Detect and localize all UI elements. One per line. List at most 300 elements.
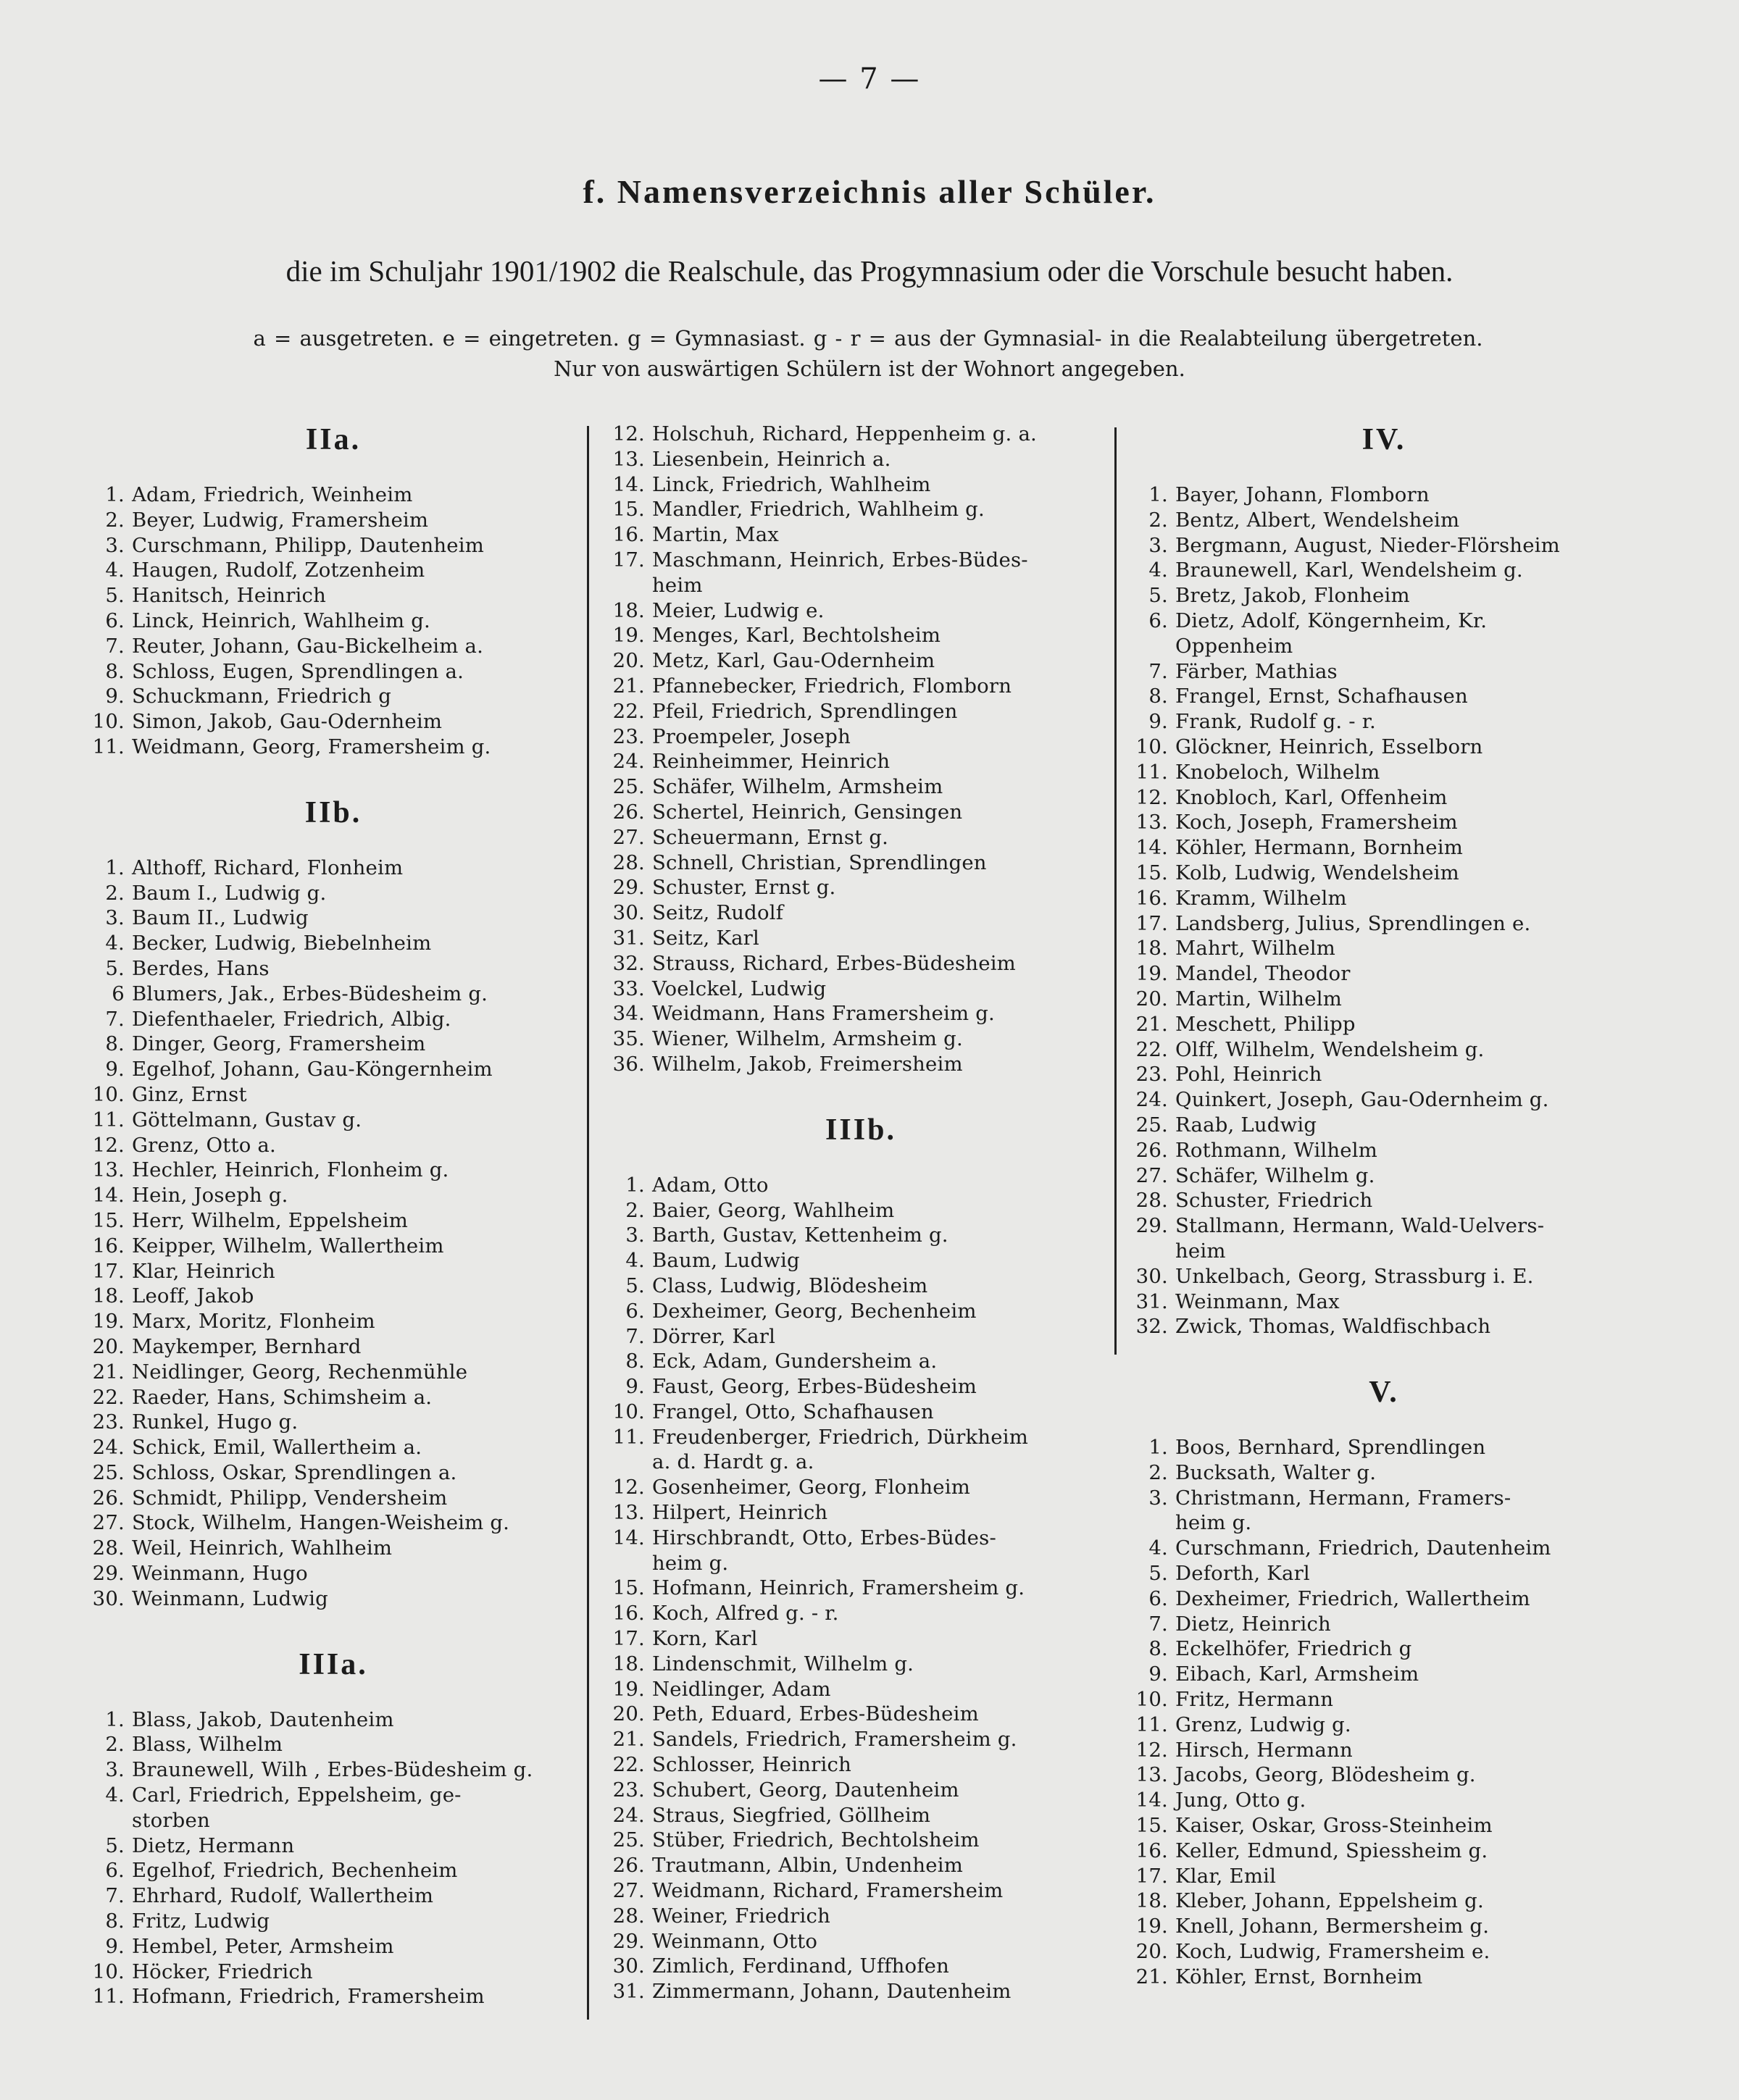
student-name-residence: Egelhof, Johann, Gau-Köngernheim: [132, 1058, 493, 1082]
entry-number: 13.: [1135, 811, 1168, 834]
entry-number: 25.: [92, 1460, 125, 1484]
student-name-residence: Schuster, Friedrich: [1175, 1189, 1373, 1213]
student-name-residence: Schmidt, Philipp, Vendersheim: [132, 1486, 448, 1510]
entry-number: 15.: [1135, 1814, 1168, 1838]
student-name-residence: Egelhof, Friedrich, Bechenheim: [132, 1859, 458, 1883]
entry-number: 30.: [1135, 1264, 1168, 1288]
entry-number: 9.: [105, 685, 125, 708]
student-name-residence: Frangel, Otto, Schafhausen: [652, 1400, 934, 1423]
student-entry: [607, 1954, 1114, 1979]
student-entry: [1130, 1113, 1638, 1138]
student-entry: [607, 1026, 1114, 1052]
section-heading-IIb: IIb.: [304, 795, 362, 829]
student-entry: [1130, 1838, 1638, 1864]
student-name-residence: Baum II., Ludwig: [132, 906, 309, 930]
student-entry: [87, 1334, 580, 1360]
page-subtitle: die im Schuljahr 1901/1902 die Realschule, das Progymnasium oder die Vorschule besucht haben.: [285, 254, 1454, 288]
student-name-residence: Blumers, Jak., Erbes-Büdesheim g.: [132, 982, 488, 1005]
student-entry: [1130, 1460, 1638, 1486]
student-name-residence: Pfannebecker, Friedrich, Flomborn: [652, 674, 1012, 698]
student-entry: [1130, 659, 1638, 685]
student-entry: [87, 1032, 580, 1057]
student-entry: [87, 659, 580, 685]
student-entry: [87, 482, 580, 508]
student-entry: [607, 1929, 1114, 1954]
student-entry: [607, 1752, 1114, 1778]
column-divider: [587, 426, 589, 2020]
student-entry: [607, 1878, 1114, 1904]
student-name-residence: Reuter, Johann, Gau-Bickelheim a.: [132, 634, 484, 658]
entry-number: 16.: [612, 523, 645, 547]
student-name-residence: Jacobs, Georg, Blödesheim g.: [1175, 1763, 1476, 1787]
student-entry: [607, 1198, 1114, 1223]
entry-number: 25.: [1135, 1113, 1168, 1137]
student-entry: [607, 1299, 1114, 1324]
entry-number: 2.: [105, 881, 125, 905]
entry-number: 22.: [612, 1753, 645, 1777]
entry-number: 19.: [612, 624, 645, 648]
entry-number: 18.: [612, 1652, 645, 1676]
student-name-residence: Freudenberger, Friedrich, Dürkheim: [652, 1425, 1028, 1449]
student-list-IIIb: [607, 1173, 1114, 2004]
student-entry: [607, 1500, 1114, 1526]
student-entry: [1130, 1314, 1638, 1339]
student-entry: [87, 1934, 580, 1959]
student-name-residence: Strauss, Richard, Erbes-Büdesheim: [652, 951, 1016, 975]
student-entry: [87, 931, 580, 956]
student-name-residence: Knell, Johann, Bermersheim g.: [1175, 1915, 1490, 1938]
student-name-residence: Raeder, Hans, Schimsheim a.: [132, 1385, 433, 1409]
student-entry: [1130, 961, 1638, 987]
student-entry: [607, 1979, 1114, 2004]
student-entry: [87, 709, 580, 735]
student-entry: [607, 875, 1114, 900]
student-name-residence: Linck, Heinrich, Wahlheim g.: [132, 608, 430, 632]
student-entry: [607, 1828, 1114, 1853]
student-entry: [607, 1526, 1114, 1551]
student-name-residence: Leoff, Jakob: [132, 1284, 254, 1308]
student-name-residence: Kaiser, Oskar, Gross-Steinheim: [1175, 1814, 1493, 1838]
student-entry-continuation: [1130, 1510, 1638, 1536]
student-entry: [607, 800, 1114, 825]
page-number: — 7 —: [818, 62, 921, 96]
entry-number: 25.: [612, 775, 645, 799]
student-name-residence: Pohl, Heinrich: [1175, 1063, 1322, 1087]
student-name-residence: Faust, Georg, Erbes-Büdesheim: [652, 1375, 977, 1399]
student-list-IIa: [87, 482, 580, 760]
student-entry: [1130, 936, 1638, 961]
student-name-residence: Herr, Wilhelm, Eppelsheim: [132, 1208, 409, 1232]
student-name-residence: Bucksath, Walter g.: [1175, 1460, 1377, 1484]
entry-number: 6.: [625, 1299, 645, 1323]
entry-number: 1.: [1148, 483, 1168, 506]
student-name-residence: Koch, Ludwig, Framersheim e.: [1175, 1940, 1490, 1964]
entry-number: 15.: [92, 1208, 125, 1232]
entry-number: 11.: [1135, 1712, 1168, 1736]
student-entry: [87, 684, 580, 709]
entry-number: 3.: [105, 1758, 125, 1782]
student-entry: [1130, 1163, 1638, 1189]
entry-number: 28.: [612, 1904, 645, 1928]
student-name-residence: Weidmann, Richard, Framersheim: [652, 1879, 1004, 1903]
student-entry: [607, 1677, 1114, 1702]
student-entry: [607, 1778, 1114, 1803]
student-name-residence: Wilhelm, Jakob, Freimersheim: [652, 1052, 963, 1076]
student-name-residence: heim g.: [652, 1551, 729, 1575]
entry-number: 11.: [92, 1985, 125, 2009]
student-name-residence: Zimlich, Ferdinand, Uffhofen: [652, 1954, 950, 1978]
student-entry: [607, 900, 1114, 926]
student-entry: [607, 1052, 1114, 1077]
entry-number: 3.: [1148, 1486, 1168, 1510]
entry-number: 7.: [1148, 1612, 1168, 1636]
student-entry: [607, 1626, 1114, 1652]
entry-number: 4.: [105, 932, 125, 955]
student-name-residence: Frank, Rudolf g. - r.: [1175, 710, 1376, 734]
entry-number: 25.: [612, 1828, 645, 1852]
entry-number: 2.: [105, 508, 125, 532]
student-entry: [607, 1374, 1114, 1400]
entry-number: 4.: [1148, 559, 1168, 582]
entry-number: 13.: [92, 1158, 125, 1182]
student-name-residence: Neidlinger, Adam: [652, 1677, 831, 1701]
student-name-residence: Blass, Jakob, Dautenheim: [132, 1707, 394, 1731]
student-name-residence: Schubert, Georg, Dautenheim: [652, 1778, 959, 1802]
student-name-residence: Weinmann, Hugo: [132, 1562, 308, 1586]
student-entry: [87, 508, 580, 533]
entry-number: 9.: [105, 1058, 125, 1082]
student-entry: [607, 1601, 1114, 1626]
student-entry: [1130, 1813, 1638, 1838]
student-entry: [1130, 508, 1638, 533]
student-entry: [607, 774, 1114, 800]
student-entry: [607, 1173, 1114, 1198]
entry-number: 6: [112, 982, 125, 1005]
student-entry: [1130, 1586, 1638, 1612]
entry-number: 21.: [1135, 1012, 1168, 1036]
student-entry: [87, 1783, 580, 1808]
student-name-residence: Proempeler, Joseph: [652, 724, 851, 748]
student-name-residence: Gosenheimer, Georg, Flonheim: [652, 1476, 970, 1499]
student-entry: [1130, 835, 1638, 861]
student-name-residence: Braunewell, Karl, Wendelsheim g.: [1175, 559, 1523, 582]
student-name-residence: Carl, Friedrich, Eppelsheim, ge-: [132, 1783, 462, 1807]
student-name-residence: Köhler, Ernst, Bornheim: [1175, 1965, 1423, 1988]
student-entry: [87, 1057, 580, 1082]
student-entry: [607, 1273, 1114, 1299]
entry-number: 19.: [612, 1677, 645, 1701]
student-name-residence: Stallmann, Hermann, Wald-Uelvers-: [1175, 1214, 1545, 1238]
student-entry: [607, 699, 1114, 724]
entry-number: 27.: [612, 1879, 645, 1903]
student-name-residence: Kleber, Johann, Eppelsheim g.: [1175, 1889, 1484, 1913]
student-name-residence: Seitz, Rudolf: [652, 901, 784, 925]
student-entry: [87, 1435, 580, 1460]
entry-number: 7.: [105, 1884, 125, 1908]
entry-number: 24.: [612, 750, 645, 774]
entry-number: 31.: [612, 926, 645, 950]
student-entry: [1130, 1486, 1638, 1511]
student-entry: [1130, 1612, 1638, 1637]
entry-number: 21.: [92, 1360, 125, 1384]
student-name-residence: Reinheimmer, Heinrich: [652, 750, 891, 774]
entry-number: 1.: [105, 1707, 125, 1731]
entry-number: 21.: [1135, 1965, 1168, 1988]
entry-number: 1.: [105, 483, 125, 506]
student-entry: [607, 1400, 1114, 1425]
entry-number: 16.: [92, 1234, 125, 1258]
student-entry: [1130, 760, 1638, 785]
entry-number: 15.: [612, 498, 645, 522]
student-entry: [1130, 1138, 1638, 1163]
student-entry: [607, 648, 1114, 674]
student-name-residence: Sandels, Friedrich, Framersheim g.: [652, 1728, 1017, 1752]
student-entry: [1130, 1037, 1638, 1063]
student-entry: [607, 951, 1114, 976]
entry-number: 9.: [105, 1934, 125, 1958]
student-entry: [87, 1360, 580, 1385]
student-entry: [87, 1883, 580, 1909]
student-name-residence: Grenz, Ludwig g.: [1175, 1712, 1351, 1736]
student-name-residence: Raab, Ludwig: [1175, 1113, 1317, 1137]
student-name-residence: Zwick, Thomas, Waldfischbach: [1175, 1315, 1491, 1339]
student-entry: [87, 1486, 580, 1511]
entry-number: 17.: [1135, 911, 1168, 935]
student-name-residence: Dexheimer, Friedrich, Wallertheim: [1175, 1586, 1530, 1610]
section-heading-IIIb: IIIb.: [825, 1113, 896, 1147]
student-entry: [1130, 1087, 1638, 1113]
column-3: [1130, 422, 1638, 1990]
entry-number: 32.: [1135, 1315, 1168, 1339]
column-1: [87, 422, 580, 2009]
entry-number: 11.: [612, 1425, 645, 1449]
entry-number: 4.: [1148, 1536, 1168, 1560]
student-name-residence: Blass, Wilhelm: [132, 1733, 283, 1757]
student-name-residence: Quinkert, Joseph, Gau-Odernheim g.: [1175, 1088, 1549, 1112]
student-entry: [1130, 1687, 1638, 1712]
student-entry: [87, 533, 580, 559]
student-name-residence: Knobeloch, Wilhelm: [1175, 760, 1380, 784]
section-heading-IIa: IIa.: [305, 423, 362, 456]
entry-number: 26.: [612, 800, 645, 824]
student-name-residence: Eck, Adam, Gundersheim a.: [652, 1350, 938, 1373]
student-entry: [87, 1309, 580, 1334]
student-entry: [87, 1082, 580, 1108]
student-entry: [87, 735, 580, 760]
student-entry: [607, 1425, 1114, 1450]
student-name-residence: heim: [652, 573, 703, 597]
student-name-residence: Hirsch, Hermann: [1175, 1738, 1353, 1762]
student-name-residence: Meier, Ludwig e.: [652, 598, 825, 622]
entry-number: 4.: [625, 1249, 645, 1273]
entry-number: 27.: [92, 1511, 125, 1535]
student-entry: [1130, 1965, 1638, 1990]
student-name-residence: Göttelmann, Gustav g.: [132, 1108, 362, 1131]
student-name-residence: Diefenthaeler, Friedrich, Albig.: [132, 1007, 451, 1031]
entry-number: 5.: [1148, 584, 1168, 608]
student-name-residence: Mahrt, Wilhelm: [1175, 937, 1335, 961]
student-entry: [1130, 558, 1638, 583]
entry-number: 6.: [1148, 608, 1168, 632]
student-name-residence: Weil, Heinrich, Wahlheim: [132, 1536, 393, 1560]
entry-number: 5.: [1148, 1562, 1168, 1586]
student-name-residence: Dietz, Heinrich: [1175, 1612, 1331, 1636]
section-heading-IV: IV.: [1361, 423, 1406, 456]
entry-number: 8.: [1148, 1637, 1168, 1661]
student-entry: [1130, 533, 1638, 559]
entry-number: 2.: [1148, 1460, 1168, 1484]
student-name-residence: Schlosser, Heinrich: [652, 1753, 852, 1777]
student-name-residence: Dexheimer, Georg, Bechenheim: [652, 1299, 977, 1323]
student-name-residence: Kolb, Ludwig, Wendelsheim: [1175, 861, 1459, 884]
student-entry: [1130, 987, 1638, 1012]
student-name-residence: Menges, Karl, Bechtolsheim: [652, 624, 941, 648]
entry-number: 11.: [92, 1108, 125, 1131]
entry-number: 29.: [612, 1929, 645, 1953]
entry-number: 21.: [612, 1728, 645, 1752]
student-name-residence: Köhler, Hermann, Bornheim: [1175, 836, 1464, 860]
entry-number: 9.: [625, 1375, 645, 1399]
entry-number: 4.: [105, 1783, 125, 1807]
student-entry: [87, 1959, 580, 1985]
column-divider: [1114, 427, 1117, 1355]
student-name-residence: Landsberg, Julius, Sprendlingen e.: [1175, 911, 1531, 935]
entry-number: 33.: [612, 976, 645, 1000]
student-name-residence: Dietz, Adolf, Köngernheim, Kr.: [1175, 608, 1488, 632]
student-name-residence: Haugen, Rudolf, Zotzenheim: [132, 559, 425, 582]
student-name-residence: Althoff, Richard, Flonheim: [132, 856, 404, 879]
entry-number: 24.: [92, 1436, 125, 1460]
student-name-residence: Koch, Joseph, Framersheim: [1175, 811, 1458, 834]
student-entry: [607, 674, 1114, 699]
student-entry: [607, 1853, 1114, 1878]
student-name-residence: Becker, Ludwig, Biebelnheim: [132, 932, 432, 955]
student-entry: [607, 1001, 1114, 1026]
entry-number: 20.: [612, 649, 645, 673]
student-entry: [607, 1475, 1114, 1500]
entry-number: 1.: [625, 1173, 645, 1197]
entry-number: 29.: [1135, 1214, 1168, 1238]
entry-number: 6.: [1148, 1586, 1168, 1610]
entry-number: 3.: [105, 533, 125, 557]
student-entry: [1130, 1012, 1638, 1037]
student-name-residence: Zimmermann, Johann, Dautenheim: [652, 1980, 1012, 2004]
student-name-residence: Deforth, Karl: [1175, 1562, 1310, 1586]
student-entry: [607, 1904, 1114, 1929]
entry-number: 34.: [612, 1002, 645, 1026]
entry-number: 17.: [1135, 1864, 1168, 1888]
student-entry: [87, 1909, 580, 1934]
entry-number: 28.: [612, 850, 645, 874]
student-entry: [607, 825, 1114, 850]
student-name-residence: Hofmann, Friedrich, Framersheim: [132, 1985, 485, 2009]
entry-number: 24.: [612, 1803, 645, 1827]
entry-number: 6.: [105, 1859, 125, 1883]
student-name-residence: Hilpert, Heinrich: [652, 1501, 828, 1525]
student-entry: [87, 1133, 580, 1158]
student-name-residence: Hanitsch, Heinrich: [132, 584, 327, 608]
student-entry-continuation: [87, 1808, 580, 1833]
student-entry: [607, 1652, 1114, 1677]
student-list-IIb: [87, 856, 580, 1612]
student-name-residence: Bretz, Jakob, Flonheim: [1175, 584, 1410, 608]
student-name-residence: Curschmann, Friedrich, Dautenheim: [1175, 1536, 1551, 1560]
student-entry: [607, 926, 1114, 951]
entry-number: 29.: [612, 876, 645, 900]
student-name-residence: Kramm, Wilhelm: [1175, 886, 1347, 910]
student-name-residence: Hirschbrandt, Otto, Erbes-Büdes-: [652, 1526, 996, 1549]
student-entry: [607, 749, 1114, 774]
student-list-IIIa-continued: [607, 422, 1114, 1077]
student-entry: [1130, 1636, 1638, 1662]
student-name-residence: Beyer, Ludwig, Framersheim: [132, 508, 429, 532]
student-entry: [1130, 1662, 1638, 1687]
entry-number: 9.: [1148, 710, 1168, 734]
student-entry: [1130, 886, 1638, 911]
entry-number: 22.: [92, 1385, 125, 1409]
student-name-residence: Klar, Heinrich: [132, 1259, 275, 1283]
student-entry: [87, 1536, 580, 1561]
student-name-residence: Dinger, Georg, Framersheim: [132, 1032, 426, 1056]
entry-number: 1.: [105, 856, 125, 879]
student-name-residence: Lindenschmit, Wilhelm g.: [652, 1652, 914, 1676]
student-entry: [1130, 1712, 1638, 1738]
student-entry: [87, 1460, 580, 1486]
student-name-residence: Bentz, Albert, Wendelsheim: [1175, 508, 1460, 532]
entry-number: 23.: [92, 1410, 125, 1434]
student-name-residence: Schloss, Eugen, Sprendlingen a.: [132, 659, 464, 683]
student-entry: [87, 634, 580, 659]
entry-number: 3.: [1148, 533, 1168, 557]
student-name-residence: Meschett, Philipp: [1175, 1012, 1356, 1036]
entry-number: 23.: [1135, 1063, 1168, 1087]
entry-number: 8.: [105, 1032, 125, 1056]
student-entry: [1130, 911, 1638, 937]
student-name-residence: Maschmann, Heinrich, Erbes-Büdes-: [652, 548, 1028, 572]
section-heading-V: V.: [1369, 1376, 1399, 1410]
entry-number: 20.: [612, 1702, 645, 1726]
entry-number: 18.: [1135, 1889, 1168, 1913]
student-entry: [1130, 684, 1638, 709]
student-name-residence: Weiner, Friedrich: [652, 1904, 831, 1928]
student-entry: [87, 1208, 580, 1234]
entry-number: 28.: [92, 1536, 125, 1560]
student-entry: [1130, 1213, 1638, 1239]
student-entry: [87, 1259, 580, 1284]
student-entry: [87, 558, 580, 583]
student-name-residence: Schick, Emil, Wallertheim a.: [132, 1436, 422, 1460]
student-name-residence: Liesenbein, Heinrich a.: [652, 447, 891, 471]
entry-number: 30.: [92, 1586, 125, 1610]
entry-number: 15.: [612, 1576, 645, 1600]
entry-number: 12.: [1135, 1738, 1168, 1762]
entry-number: 5.: [105, 584, 125, 608]
student-entry: [607, 1576, 1114, 1601]
entry-number: 20.: [92, 1334, 125, 1358]
student-entry: [607, 497, 1114, 522]
entry-number: 16.: [612, 1602, 645, 1626]
entry-number: 8.: [105, 1909, 125, 1933]
student-entry: [87, 1385, 580, 1410]
student-entry: [87, 1510, 580, 1536]
entry-number: 14.: [1135, 1789, 1168, 1812]
student-entry-continuation: [607, 1449, 1114, 1475]
student-entry: [1130, 1788, 1638, 1813]
entry-number: 13.: [1135, 1763, 1168, 1787]
student-name-residence: Keipper, Wilhelm, Wallertheim: [132, 1234, 444, 1258]
student-entry: [607, 1248, 1114, 1273]
student-entry: [607, 850, 1114, 876]
